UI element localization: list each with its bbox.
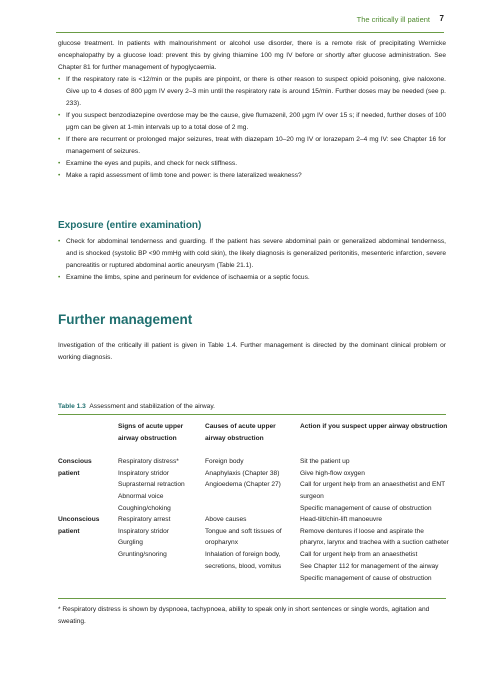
- table-header-signs: Signs of acute upper airway obstruction: [118, 423, 184, 442]
- bullet-list: [58, 236, 446, 284]
- list-item: • If the respiratory rate is <12/min or the pupils are pinpoint, or there is other reason to suspect opioid poisoning, give naloxone. Give up to 4 doses of 800 μgm IV every 2–3 min until the respiratory rate is around 15/min. Further doses may be needed (see p. 233).: [58, 74, 446, 110]
- table-bottom-rule: [58, 598, 446, 599]
- page-number: 7: [439, 14, 444, 23]
- list-item: • If there are recurrent or prolonged major seizures, treat with diazepam 10–20 mg IV or lorazepam 2–4 mg IV: see Chapter 16 for management of seizures.: [58, 134, 446, 158]
- text-block-further: [58, 340, 446, 364]
- cell-actions-conscious: Sit the patient up Give high-flow oxygen Call for urgent help from an anaesthetist and ENT surgeon Specific management of cause of obstruction: [300, 458, 446, 512]
- cell-causes-conscious: Foreign body Anaphylaxis (Chapter 38) Angioedema (Chapter 27): [205, 458, 281, 489]
- table-caption-text: Assessment and stabilization of the airway.: [89, 403, 215, 410]
- text-block-exposure: [58, 236, 446, 284]
- exposure-heading: Exposure (entire examination): [58, 220, 202, 231]
- text-block-glucose: [58, 38, 446, 182]
- row-label-unconscious: Unconscious patient: [58, 516, 100, 535]
- list-item: • Examine the limbs, spine and perineum for evidence of ischaemia or a septic focus.: [58, 272, 446, 284]
- cell-actions-unconscious: Head-tilt/chin-lift manoeuvre Remove dentures if loose and aspirate the pharynx, larynx and trachea with a suction catheter Call for urgent help from an anaesthetist See Chapter 112 for management of the airway Specific management of cause of obstruction: [300, 516, 449, 582]
- table-header-actions: Action if you suspect upper airway obstruction: [300, 423, 448, 430]
- row-label-conscious: Conscious patient: [58, 458, 92, 477]
- list-item: • Check for abdominal tenderness and guarding. If the patient has severe abdominal pain or generalized abdominal tenderness, and is shocked (systolic BP <90 mmHg with cold skin), the likely diagnosis is generalized peritonitis, mesenteric infarction, severe pancreatitis or ruptured abdominal aortic aneurysm (Table 21.1).: [58, 236, 446, 272]
- list-item: • Make a rapid assessment of limb tone and power: is there lateralized weakness?: [58, 170, 446, 182]
- table-caption: [58, 403, 215, 410]
- table-footnote: * Respiratory distress is shown by dyspnoea, tachypnoea, ability to speak only in short sentences or single words, agitation and sweating.: [58, 606, 430, 625]
- cell-signs-unconscious: Respiratory arrest Inspiratory stridor Gurgling Grunting/snoring: [118, 516, 171, 559]
- running-head-title: The critically ill patient: [356, 15, 430, 24]
- list-item: • Examine the eyes and pupils, and check for neck stiffness.: [58, 158, 446, 170]
- table-header-causes: Causes of acute upper airway obstruction: [205, 423, 276, 442]
- table-top-rule: [58, 414, 446, 415]
- cell-signs-conscious: Respiratory distress* Inspiratory stridor Suprasternal retraction Abnormal voice Coughing/choking: [118, 458, 185, 512]
- table-caption-label: Table 1.3: [58, 403, 86, 410]
- paragraph: Investigation of the critically ill patient is given in Table 1.4. Further management is directed by the dominant clinical problem or working diagnosis.: [58, 342, 446, 361]
- list-item: • If you suspect benzodiazepine overdose may be the cause, give flumazenil, 200 μgm IV over 15 s; if needed, further doses of 100 μgm can be given at 1-min intervals up to a total dose of 2 mg.: [58, 110, 446, 134]
- running-head: [56, 13, 444, 33]
- paragraph: glucose treatment. In patients with malnourishment or alcohol use disorder, there is a remote risk of precipitating Wernicke encephalopathy by a glucose load: prevent this by giving thiamine 100 mg IV before or shortly after glucose administration. See Chapter 81 for further management of hypoglycaemia.: [58, 40, 446, 71]
- bullet-list: [58, 74, 446, 182]
- cell-causes-unconscious: Above causes Tongue and soft tissues of oropharynx Inhalation of foreign body, secretions, blood, vomitus: [205, 516, 282, 570]
- section-heading: Further management: [58, 312, 193, 327]
